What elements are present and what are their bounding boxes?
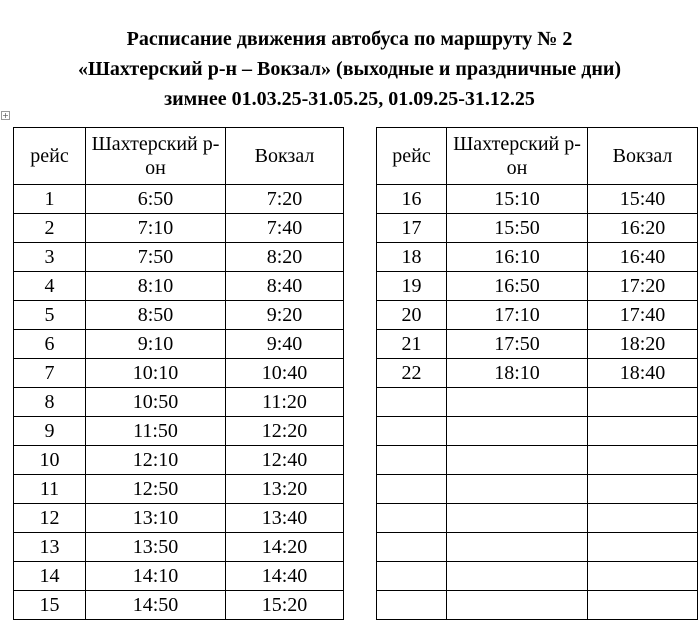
table-row xyxy=(14,388,698,417)
trip-cell: 11 xyxy=(14,475,86,504)
column-gap xyxy=(344,359,377,388)
departure-shakhtersky-cell: 12:10 xyxy=(86,446,226,475)
trip-cell: 5 xyxy=(14,301,86,330)
departure-vokzal-cell xyxy=(588,446,698,475)
departure-vokzal-cell: 15:40 xyxy=(588,185,698,214)
title-line-season: зимнее 01.03.25-31.05.25, 01.09.25-31.12.25 xyxy=(164,88,535,110)
departure-vokzal-cell xyxy=(588,562,698,591)
departure-shakhtersky-cell: 8:10 xyxy=(86,272,226,301)
column-gap xyxy=(344,388,377,417)
trip-cell: 17 xyxy=(377,214,447,243)
departure-shakhtersky-cell xyxy=(447,446,588,475)
departure-shakhtersky-cell: 10:50 xyxy=(86,388,226,417)
departure-vokzal-cell: 12:40 xyxy=(226,446,344,475)
departure-vokzal-cell: 13:40 xyxy=(226,504,344,533)
departure-vokzal-cell: 13:20 xyxy=(226,475,344,504)
departure-vokzal-cell: 17:20 xyxy=(588,272,698,301)
column-gap xyxy=(344,301,377,330)
table-row xyxy=(14,446,698,475)
departure-shakhtersky-cell: 14:10 xyxy=(86,562,226,591)
departure-shakhtersky-cell xyxy=(447,504,588,533)
departure-shakhtersky-cell: 11:50 xyxy=(86,417,226,446)
departure-shakhtersky-cell: 14:50 xyxy=(86,591,226,620)
table-row xyxy=(14,185,698,214)
trip-cell: 12 xyxy=(14,504,86,533)
trip-cell: 16 xyxy=(377,185,447,214)
header-from-right: Шахтерский р-он xyxy=(447,128,588,185)
departure-shakhtersky-cell xyxy=(447,417,588,446)
departure-vokzal-cell: 9:20 xyxy=(226,301,344,330)
departure-vokzal-cell: 16:40 xyxy=(588,243,698,272)
departure-vokzal-cell: 11:20 xyxy=(226,388,344,417)
column-gap xyxy=(344,475,377,504)
trip-cell: 14 xyxy=(14,562,86,591)
table-row xyxy=(14,330,698,359)
table-row xyxy=(14,504,698,533)
table-row xyxy=(14,475,698,504)
trip-cell: 6 xyxy=(14,330,86,359)
departure-shakhtersky-cell: 8:50 xyxy=(86,301,226,330)
column-gap xyxy=(344,272,377,301)
column-gap xyxy=(344,330,377,359)
departure-vokzal-cell: 14:40 xyxy=(226,562,344,591)
departure-shakhtersky-cell: 12:50 xyxy=(86,475,226,504)
departure-vokzal-cell: 7:40 xyxy=(226,214,344,243)
table-move-handle-icon[interactable]: + xyxy=(2,111,9,120)
departure-vokzal-cell: 18:20 xyxy=(588,330,698,359)
departure-shakhtersky-cell: 15:50 xyxy=(447,214,588,243)
departure-vokzal-cell: 17:40 xyxy=(588,301,698,330)
departure-shakhtersky-cell: 16:50 xyxy=(447,272,588,301)
trip-cell: 2 xyxy=(14,214,86,243)
column-gap xyxy=(344,243,377,272)
trip-cell xyxy=(377,475,447,504)
trip-cell: 1 xyxy=(14,185,86,214)
trip-cell: 22 xyxy=(377,359,447,388)
departure-vokzal-cell: 15:20 xyxy=(226,591,344,620)
departure-shakhtersky-cell: 17:10 xyxy=(447,301,588,330)
departure-vokzal-cell xyxy=(588,504,698,533)
trip-cell: 21 xyxy=(377,330,447,359)
departure-shakhtersky-cell: 18:10 xyxy=(447,359,588,388)
trip-cell xyxy=(377,504,447,533)
header-trip-left: рейс xyxy=(14,128,86,185)
column-gap xyxy=(344,185,377,214)
trip-cell: 3 xyxy=(14,243,86,272)
departure-vokzal-cell: 16:20 xyxy=(588,214,698,243)
departure-vokzal-cell xyxy=(588,533,698,562)
departure-shakhtersky-cell: 7:50 xyxy=(86,243,226,272)
trip-cell xyxy=(377,591,447,620)
departure-vokzal-cell: 8:40 xyxy=(226,272,344,301)
departure-vokzal-cell: 12:20 xyxy=(226,417,344,446)
departure-shakhtersky-cell: 16:10 xyxy=(447,243,588,272)
departure-shakhtersky-cell: 9:10 xyxy=(86,330,226,359)
table-row xyxy=(14,214,698,243)
departure-vokzal-cell: 8:20 xyxy=(226,243,344,272)
table-row xyxy=(14,562,698,591)
table-row xyxy=(14,272,698,301)
header-to-left: Вокзал xyxy=(226,128,344,185)
trip-cell: 13 xyxy=(14,533,86,562)
table-row xyxy=(14,301,698,330)
trip-cell: 10 xyxy=(14,446,86,475)
departure-shakhtersky-cell xyxy=(447,475,588,504)
departure-shakhtersky-cell: 15:10 xyxy=(447,185,588,214)
trip-cell: 15 xyxy=(14,591,86,620)
table-row xyxy=(14,359,698,388)
header-trip-right: рейс xyxy=(377,128,447,185)
table-header-row xyxy=(14,128,698,185)
trip-cell: 8 xyxy=(14,388,86,417)
table-row xyxy=(14,533,698,562)
departure-shakhtersky-cell: 17:50 xyxy=(447,330,588,359)
departure-vokzal-cell: 10:40 xyxy=(226,359,344,388)
departure-shakhtersky-cell: 13:50 xyxy=(86,533,226,562)
departure-vokzal-cell: 7:20 xyxy=(226,185,344,214)
trip-cell xyxy=(377,388,447,417)
column-gap xyxy=(344,417,377,446)
title-line-direction: «Шахтерский р-н – Вокзал» (выходные и праздничные дни) xyxy=(77,58,622,80)
header-from-left: Шахтерский р-он xyxy=(86,128,226,185)
column-gap xyxy=(344,533,377,562)
departure-shakhtersky-cell: 7:10 xyxy=(86,214,226,243)
departure-shakhtersky-cell: 10:10 xyxy=(86,359,226,388)
departure-shakhtersky-cell xyxy=(447,533,588,562)
header-to-right: Вокзал xyxy=(588,128,698,185)
departure-vokzal-cell xyxy=(588,591,698,620)
column-gap xyxy=(344,214,377,243)
trip-cell: 19 xyxy=(377,272,447,301)
table-row xyxy=(14,591,698,620)
departure-vokzal-cell: 14:20 xyxy=(226,533,344,562)
departure-shakhtersky-cell xyxy=(447,562,588,591)
trip-cell: 7 xyxy=(14,359,86,388)
trip-cell: 4 xyxy=(14,272,86,301)
trip-cell: 18 xyxy=(377,243,447,272)
column-gap xyxy=(344,128,377,185)
column-gap xyxy=(344,504,377,533)
title-line-route: Расписание движения автобуса по маршруту № 2 xyxy=(126,28,573,50)
column-gap xyxy=(344,591,377,620)
departure-vokzal-cell xyxy=(588,388,698,417)
departure-shakhtersky-cell xyxy=(447,388,588,417)
departure-vokzal-cell xyxy=(588,475,698,504)
column-gap xyxy=(344,446,377,475)
trip-cell xyxy=(377,562,447,591)
table-row xyxy=(14,417,698,446)
departure-vokzal-cell: 18:40 xyxy=(588,359,698,388)
departure-shakhtersky-cell xyxy=(447,591,588,620)
departure-shakhtersky-cell: 13:10 xyxy=(86,504,226,533)
departure-shakhtersky-cell: 6:50 xyxy=(86,185,226,214)
table-row xyxy=(14,243,698,272)
schedule-title xyxy=(0,24,699,114)
departure-vokzal-cell xyxy=(588,417,698,446)
column-gap xyxy=(344,562,377,591)
departure-vokzal-cell: 9:40 xyxy=(226,330,344,359)
trip-cell: 20 xyxy=(377,301,447,330)
trip-cell xyxy=(377,533,447,562)
trip-cell xyxy=(377,446,447,475)
trip-cell xyxy=(377,417,447,446)
schedule-table xyxy=(13,127,698,620)
trip-cell: 9 xyxy=(14,417,86,446)
